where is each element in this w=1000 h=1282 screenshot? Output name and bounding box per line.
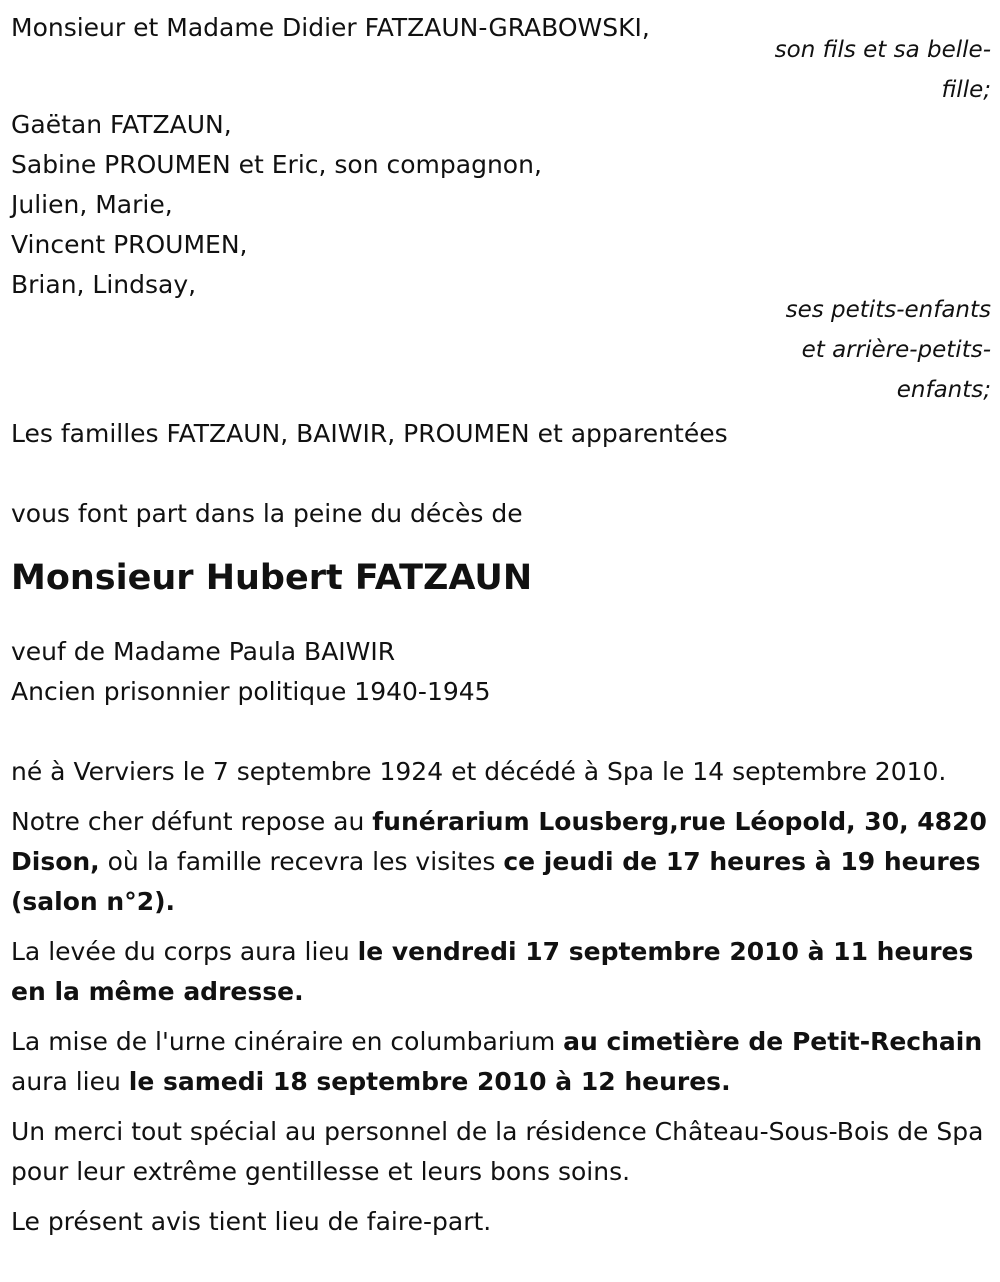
grandchildren-relation-line: et arrière-petits- xyxy=(801,337,991,363)
repose-paragraph xyxy=(11,802,991,922)
grandchild-name: Brian, Lindsay, xyxy=(11,270,197,299)
son-relation-line: fille; xyxy=(941,77,991,103)
announcement-intro: vous font part dans la peine du décès de xyxy=(11,499,523,528)
levee-paragraph xyxy=(11,932,991,1012)
grandchildren-relation-line: ses petits-enfants xyxy=(785,297,991,323)
grandchild-name: Vincent PROUMEN, xyxy=(11,230,248,259)
closing-line: Le présent avis tient lieu de faire-part. xyxy=(11,1207,492,1236)
deceased-name: Monsieur Hubert FATZAUN xyxy=(11,558,533,598)
visiting-hours: ce jeudi de 17 heures à 19 heures (salon n°2). xyxy=(11,847,981,916)
levee-time: le vendredi 17 septembre 2010 à 11 heures en la même adresse. xyxy=(11,937,974,1006)
son-relation-line: son fils et sa belle- xyxy=(774,37,991,63)
repose-prefix: Notre cher défunt repose au xyxy=(11,807,373,836)
urne-prefix: La mise de l'urne cinéraire en columbarium xyxy=(11,1027,564,1056)
grandchildren-relation xyxy=(11,290,991,410)
urne-time: le samedi 18 septembre 2010 à 12 heures. xyxy=(128,1067,731,1096)
grandchildren-relation-line: enfants; xyxy=(896,377,991,403)
urne-middle: aura lieu xyxy=(11,1067,129,1096)
grandchild-name: Julien, Marie, xyxy=(11,190,173,219)
grandchild-name: Sabine PROUMEN et Eric, son compagnon, xyxy=(11,150,542,179)
birth-death-line: né à Verviers le 7 septembre 1924 et décédé à Spa le 14 septembre 2010. xyxy=(11,757,947,786)
grandchild-name: Gaëtan FATZAUN, xyxy=(11,110,232,139)
son-names: Monsieur et Madame Didier FATZAUN-GRABOWSKI, xyxy=(11,13,650,42)
former-status-line: Ancien prisonnier politique 1940-1945 xyxy=(11,677,491,706)
urne-paragraph xyxy=(11,1022,991,1102)
widower-line: veuf de Madame Paula BAIWIR xyxy=(11,637,396,666)
cemetery-place: au cimetière de Petit-Rechain xyxy=(563,1027,983,1056)
repose-middle: où la famille recevra les visites xyxy=(99,847,504,876)
thanks-paragraph: Un merci tout spécial au personnel de la résidence Château-Sous-Bois de Spa pour leur extrême gentillesse et leurs bons soins. xyxy=(11,1117,984,1186)
levee-prefix: La levée du corps aura lieu xyxy=(11,937,358,966)
funeral-home-address: funérarium Lousberg,rue Léopold, 30, 4820 Dison, xyxy=(11,807,987,876)
families-line: Les familles FATZAUN, BAIWIR, PROUMEN et apparentées xyxy=(11,419,728,448)
obituary-notice xyxy=(11,8,991,1242)
